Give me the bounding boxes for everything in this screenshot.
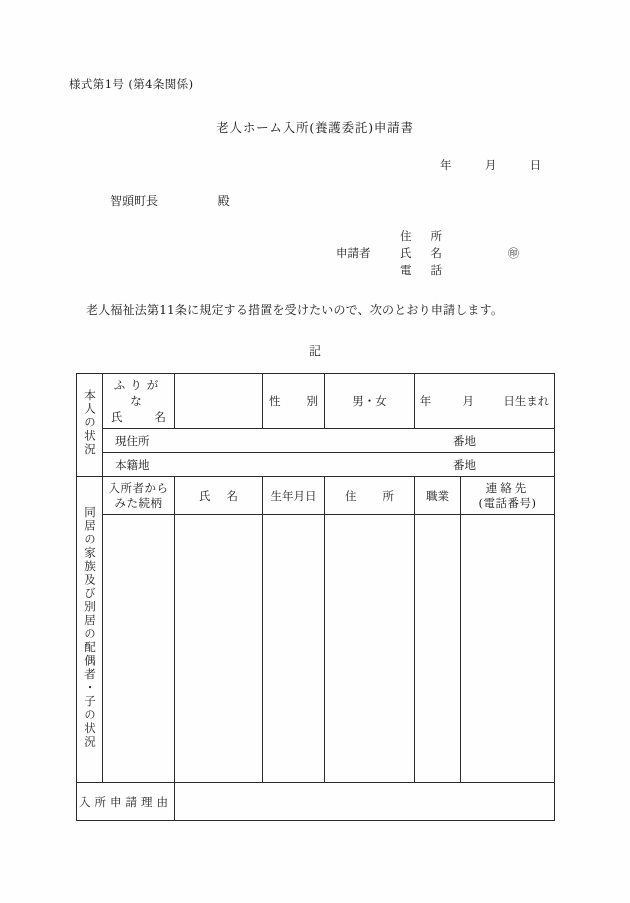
person-section-label-text: 本人の状況: [83, 389, 97, 457]
family-header-occupation: 職業: [415, 477, 461, 515]
date-line: [440, 157, 541, 173]
applicant-address-label: [400, 228, 442, 245]
date-year-label: 年: [440, 158, 452, 172]
family-header-address: [325, 477, 415, 515]
current-address-suffix: 番地: [453, 433, 476, 448]
applicant-phone-label-b: 話: [430, 263, 442, 277]
family-address-input[interactable]: [325, 515, 415, 783]
family-header-contact: [461, 477, 555, 515]
applicant-phone-label-a: 電: [400, 263, 412, 277]
family-birthdate-input[interactable]: [263, 515, 325, 783]
family-name-input[interactable]: [175, 515, 263, 783]
reason-label: 入所申請理由: [77, 783, 175, 821]
family-header-name-b: 名: [226, 488, 238, 503]
registered-domicile-cell[interactable]: [103, 453, 555, 477]
gender-options[interactable]: 男・女: [325, 374, 415, 429]
addressee-honorific: 殿: [217, 194, 230, 208]
family-occupation-input[interactable]: [415, 515, 461, 783]
reason-row: [77, 783, 555, 821]
birth-month-label: 月: [462, 394, 474, 408]
date-month-label: 月: [484, 158, 497, 172]
family-header-address-a: 住: [345, 488, 357, 503]
furigana-name-label-cell: [103, 374, 175, 429]
applicant-name-label-b: 名: [430, 246, 442, 260]
current-address-cell[interactable]: [103, 429, 555, 453]
reason-input[interactable]: [175, 783, 555, 821]
applicant-address-label-a: 住: [400, 229, 412, 243]
furigana-label: ふりがな: [113, 378, 164, 408]
family-header-contact-line2: (電話番号): [478, 495, 537, 510]
current-address-label: 現住所: [115, 433, 150, 448]
registered-domicile-row: [77, 453, 555, 477]
family-section-label-text: 同居の家族及び別居の配偶者・子の状況: [83, 506, 97, 749]
applicant-name-label: [400, 245, 442, 262]
family-header-relation-line2: みた続柄: [114, 495, 163, 510]
family-header-relation: [103, 477, 175, 515]
gender-label-cell: [263, 374, 325, 429]
gender-label: [269, 393, 318, 409]
registered-domicile-suffix: 番地: [453, 457, 476, 472]
birthdate-cell[interactable]: [415, 374, 555, 429]
seal-icon: ㊞: [508, 247, 519, 260]
form-code: 様式第1号 (第4条関係): [69, 77, 194, 91]
family-header-name-a: 氏: [199, 488, 211, 503]
family-contact-input[interactable]: [461, 515, 555, 783]
name-label-b: 名: [154, 410, 166, 424]
family-header-contact-line1: 連絡先: [485, 480, 530, 495]
person-name-input[interactable]: [175, 374, 263, 429]
registered-domicile-label: 本籍地: [115, 457, 150, 472]
person-identity-row: [77, 374, 555, 429]
applicant-address-label-b: 所: [430, 229, 442, 243]
date-day-label: 日: [529, 158, 542, 172]
applicant-phone-label: [400, 262, 442, 279]
ki-mark: 記: [308, 344, 321, 358]
document-title: 老人ホーム入所(養護委託)申請書: [216, 120, 414, 135]
name-label-a: 氏: [111, 410, 123, 424]
applicant-lead-label: 申請者: [336, 246, 371, 260]
birthdate-fields: [420, 393, 550, 409]
family-header-row: [77, 477, 555, 515]
gender-label-a: 性: [269, 394, 281, 408]
addressee-name: 智頭町長: [110, 194, 159, 208]
family-header-birthdate: 生年月日: [263, 477, 325, 515]
current-address-row: [77, 429, 555, 453]
family-header-relation-line1: 入所者から: [108, 480, 169, 495]
family-header-address-b: 所: [382, 488, 394, 503]
name-label: [108, 409, 169, 425]
family-relation-input[interactable]: [103, 515, 175, 783]
applicant-name-label-a: 氏: [400, 246, 412, 260]
family-header-name: [175, 477, 263, 515]
statement-text: 老人福祉法第11条に規定する措置を受けたいので、次のとおり申請します。: [86, 303, 504, 317]
birth-year-label: 年: [419, 394, 432, 408]
family-section-label: [77, 477, 103, 783]
family-entry-row: [77, 515, 555, 783]
birth-day-label: 日生まれ: [503, 394, 550, 408]
addressee: [110, 192, 230, 209]
person-section-label: [77, 374, 103, 477]
gender-label-b: 別: [306, 394, 318, 408]
application-table: [76, 373, 555, 821]
